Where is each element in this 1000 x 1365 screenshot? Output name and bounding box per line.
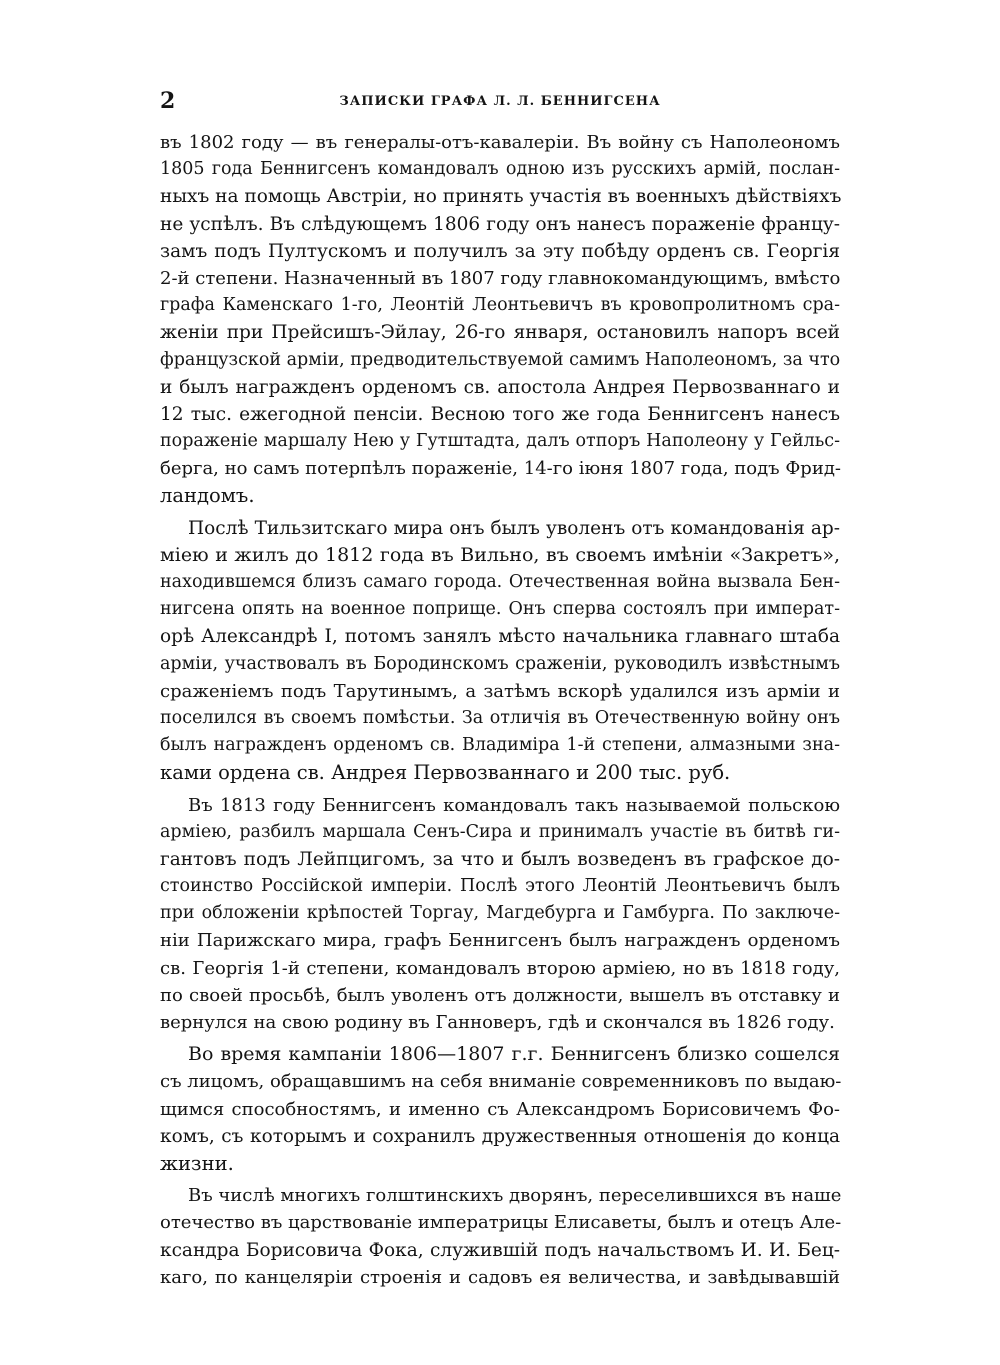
text-line: поселился въ своемъ помѣстьи. За отличія въ Отечественную войну онъ [160, 707, 840, 728]
text-line: ландомъ. [160, 484, 255, 508]
paragraph-1 [160, 129, 840, 510]
text-line: 1805 года Беннигсенъ командовалъ одною изъ русскихъ армій, послан- [160, 159, 840, 180]
text-line: св. Георгія 1-й степени, командовалъ второю арміею, но въ 1818 году, [160, 957, 840, 979]
text-line: ксандра Борисовича Фока, служившій подъ начальствомъ И. И. Бец- [160, 1239, 840, 1261]
text-line: орѣ Александрѣ I, потомъ занялъ мѣсто начальника главнаго штаба [160, 626, 840, 648]
text-line: отечество въ царствованіе императрицы Елисаветы, былъ и отецъ Але- [160, 1212, 842, 1234]
text-line: Во время кампаніи 1806—1807 г.г. Беннигсенъ близко сошелся [188, 1043, 840, 1066]
text-line: арміи, участвовалъ въ Бородинскомъ сраженіи, руководилъ извѣстнымъ [160, 653, 840, 674]
text-line: міею и жилъ до 1812 года въ Вильно, въ своемъ имѣніи «Закретъ», [160, 543, 840, 566]
text-line: вернулся на свою родину въ Ганноверъ, гдѣ и скончался въ 1826 году. [160, 1012, 835, 1033]
text-line: замъ подъ Пултускомъ и получилъ за эту побѣду орденъ св. Георгія [160, 240, 840, 262]
text-line: при обложеніи крѣпостей Торгау, Магдебурга и Гамбурга. По заключе- [160, 903, 840, 924]
text-line: стоинство Россійской имперіи. Послѣ этого Леонтій Леонтьевичъ былъ [160, 876, 840, 897]
paragraph-3 [160, 792, 840, 1037]
text-line: пораженіе маршалу Нею у Гутштадта, далъ отпоръ Наполеону у Гейльс- [160, 431, 840, 452]
text-line: съ лицомъ, обращавшимъ на себя вниманіе современниковъ по выдаю- [160, 1071, 842, 1093]
text-line: арміею, разбилъ маршала Сенъ-Сира и принималъ участіе въ битвѣ ги- [160, 821, 840, 842]
running-title: ЗАПИСКИ ГРАФА Л. Л. БЕННИГСЕНА [339, 94, 661, 109]
text-line: по своей просьбѣ, былъ уволенъ отъ должности, вышелъ въ отставку и [160, 984, 840, 1006]
text-line: не успѣлъ. Въ слѣдующемъ 1806 году онъ нанесъ пораженіе францу- [160, 213, 840, 235]
page-number: 2 [160, 88, 176, 114]
text-line: въ 1802 году — въ генералы-отъ-кавалеріи. Въ войну съ Наполеономъ [160, 132, 840, 153]
text-line: жизни. [160, 1151, 234, 1175]
text-line: комъ, съ которымъ и сохранилъ дружественныя отношенія до конца [160, 1125, 840, 1147]
text-line: берга, но самъ потерпѣлъ пораженіе, 14-го іюня 1807 года, подъ Фрид- [160, 458, 841, 480]
text-line: Въ 1813 году Беннигсенъ командовалъ такъ называемой польскою [188, 794, 840, 816]
text-line: ныхъ на помощь Австріи, но принять участія въ военныхъ дѣйствіяхъ [160, 186, 842, 208]
text-line: графа Каменскаго 1-го, Леонтій Леонтьевичъ въ кровопролитномъ сра- [160, 295, 840, 316]
text-line: французской арміи, предводительствуемой самимъ Наполеономъ, за что [160, 349, 841, 370]
paragraph-5 [160, 1182, 840, 1291]
text-line: нигсена опять на военное поприще. Онъ сперва состоялъ при императ- [160, 599, 840, 620]
text-line: щимся способностямъ, и именно съ Александромъ Борисовичемъ Фо- [160, 1098, 840, 1120]
text-line: 2-й степени. Назначенный въ 1807 году главнокомандующимъ, вмѣсто [160, 267, 841, 289]
paragraph-4 [160, 1041, 840, 1177]
body-text [160, 129, 840, 1296]
text-line: былъ награжденъ орденомъ св. Владиміра 1-й степени, алмазными зна- [160, 735, 840, 756]
text-line: Послѣ Тильзитскаго мира онъ былъ уволенъ отъ командованія ар- [188, 517, 840, 539]
text-line: гантовъ подъ Лейпцигомъ, за что и былъ возведенъ въ графское до- [160, 848, 840, 870]
text-line: и былъ награжденъ орденомъ св. апостола Андрея Первозваннаго и [160, 376, 840, 398]
text-line: каго, по канцеляріи строенія и садовъ ея величества, и завѣдывавшій [160, 1266, 840, 1288]
text-line: ніи Парижскаго мира, графъ Беннигсенъ былъ награжденъ орденомъ [160, 930, 840, 952]
text-line: находившемся близъ самаго города. Отечественная война вызвала Бен- [160, 572, 840, 592]
text-line: ками ордена св. Андрея Первозваннаго и 200 тыс. руб. [160, 761, 731, 785]
text-line: сраженіемъ подъ Тарутинымъ, а затѣмъ вскорѣ удалился изъ арміи и [160, 680, 840, 702]
text-line: Въ числѣ многихъ голштинскихъ дворянъ, переселившихся въ наше [188, 1185, 842, 1207]
text-line: 12 тыс. ежегодной пенсіи. Весною того же года Беннигсенъ нанесъ [160, 403, 840, 425]
text-line: женіи при Прейсишъ-Эйлау, 26-го января, остановилъ напоръ всей [160, 322, 840, 344]
paragraph-2 [160, 515, 840, 787]
